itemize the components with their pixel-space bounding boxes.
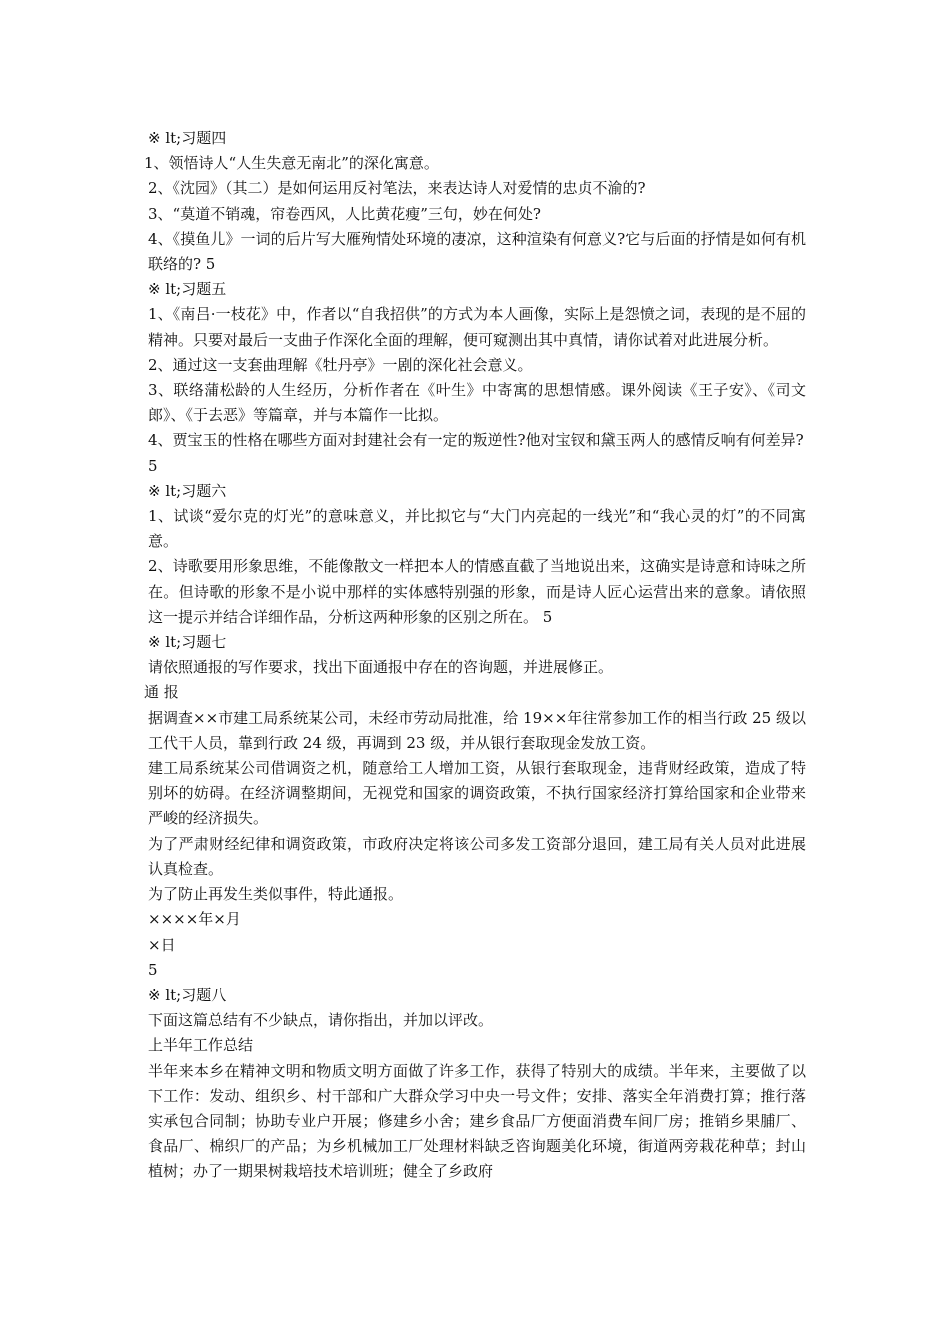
paragraph: 请依照通报的写作要求，找出下面通报中存在的咨询题，并进展修正。 bbox=[148, 658, 614, 677]
paragraph: 4、《摸鱼儿》一词的后片写大雁殉情处环境的凄凉，这种渲染有何意义?它与后面的抒情是如何有机联络的? 5 bbox=[148, 229, 806, 274]
paragraph: 4、贾宝玉的性格在哪些方面对封建社会有一定的叛逆性?他对宝钗和黛玉两人的感情反响有何差异? bbox=[148, 431, 804, 450]
paragraph: 2、通过这一支套曲理解《牡丹亭》一剧的深化社会意义。 bbox=[148, 355, 533, 374]
paragraph: 1、《南吕·一枝花》中，作者以“自我招供”的方式为本人画像，实际上是怨愤之词，表现的是不屈的精神。只要对最后一支曲子作深化全面的理解，便可窥测出其中真情，请你试着对此进展分析。 bbox=[148, 305, 806, 349]
paragraph: 半年来本乡在精神文明和物质文明方面做了许多工作，获得了特别大的成绩。半年来，主要做了以下工作：发动、组织乡、村干部和广大群众学习中央一号文件；安排、落实全年消费打算；推行落实承包合同制；协助专业户开展；修建乡小舍；建乡食品厂方便面消费车间厂房；推销乡果脯厂、食品厂、棉织厂的产品；为乡机械加工厂处理材料缺乏咨询题美化环境，街道两旁栽花种草；封山植树；办了一期果树栽培技术培训班；健全了乡政府 bbox=[148, 1061, 806, 1181]
paragraph: ※ lt;习题五 bbox=[148, 280, 227, 299]
paragraph: ※ lt;习题四 bbox=[148, 129, 227, 147]
paragraph: 5 bbox=[148, 456, 158, 475]
paragraph: ※ lt;习题八 bbox=[148, 985, 227, 1004]
paragraph: 下面这篇总结有不少缺点，请你指出，并加以评改。 bbox=[148, 1011, 494, 1030]
paragraph: 通 报 bbox=[144, 683, 179, 702]
paragraph: 3、“莫道不销魂，帘卷西风，人比黄花瘦”三句，妙在何处? bbox=[148, 204, 541, 223]
paragraph: 5 bbox=[148, 960, 158, 979]
paragraph: 1、试谈“爱尔克的灯光”的意味意义，并比拟它与“大门内亮起的一线光”和“我心灵的灯”的不同寓意。 bbox=[148, 507, 806, 551]
paragraph: 3、联络蒲松龄的人生经历，分析作者在《叶生》中寄寓的思想情感。课外阅读《王子安》、《司文郎》、《于去恶》等篇章，并与本篇作一比拟。 bbox=[148, 381, 806, 425]
document-page bbox=[144, 126, 806, 1185]
paragraph: ×日 bbox=[148, 935, 176, 954]
paragraph: 2、《沈园》（其二）是如何运用反衬笔法，来表达诗人对爱情的忠贞不渝的? bbox=[148, 179, 646, 198]
paragraph: 为了防止再发生类似事件，特此通报。 bbox=[148, 885, 404, 904]
paragraph: 建工局系统某公司借调资之机，随意给工人增加工资，从银行套取现金，违背财经政策，造成了特别坏的妨碍。在经济调整期间，无视党和国家的调资政策，不执行国家经济打算给国家和企业带来严峻的经济损失。 bbox=[148, 759, 806, 828]
paragraph: 1、领悟诗人“人生失意无南北”的深化寓意。 bbox=[144, 154, 439, 173]
paragraph: ※ lt;习题七 bbox=[148, 633, 227, 652]
paragraph: 上半年工作总结 bbox=[148, 1036, 254, 1055]
paragraph: 据调查××市建工局系统某公司，未经市劳动局批准，给 19××年往常参加工作的相当行政 25 级以工代干人员，靠到行政 24 级，再调到 23 级，并从银行套取现金发放工资。 bbox=[148, 708, 806, 752]
paragraph: ※ lt;习题六 bbox=[148, 481, 227, 500]
paragraph: 为了严肃财经纪律和调资政策，市政府决定将该公司多发工资部分退回，建工局有关人员对此进展认真检查。 bbox=[148, 834, 806, 878]
paragraph: 2、诗歌要用形象思维，不能像散文一样把本人的情感直截了当地说出来，这确实是诗意和诗味之所在。但诗歌的形象不是小说中那样的实体感特别强的形象，而是诗人匠心运营出来的意象。请依照这一提示并结合详细作品，分析这两种形象的区别之所在。 5 bbox=[148, 557, 806, 626]
paragraph: ××××年×月 bbox=[148, 910, 241, 929]
